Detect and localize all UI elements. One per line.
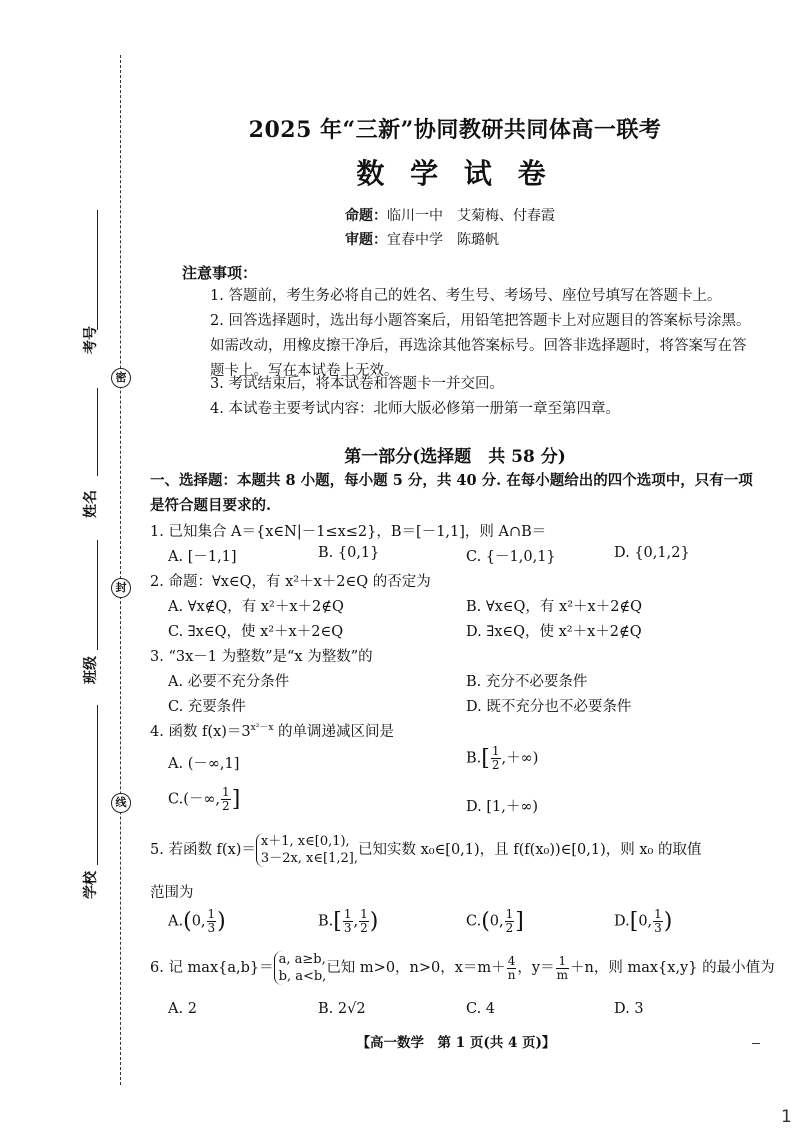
q2-option-a: A. ∀x∉Q，有 x²＋x＋2∉Q (168, 599, 344, 615)
piecewise-brace (274, 951, 327, 985)
q5-option-c (466, 908, 524, 935)
case-1: x＋1, x∈[0,1), (260, 834, 350, 849)
bracket: ( (183, 909, 192, 934)
page-number: 1 (781, 1107, 792, 1127)
bracket: [ (629, 909, 639, 934)
fraction (491, 745, 501, 772)
note-text: 2. 回答选择题时，选出每小题答案后，用铅笔把答题卡上对应题目的答案标号涂黑。如需改动，用橡皮擦干净后，再选涂其他答案标号。回答非选择题时，将答案写在答题卡上。写在本试卷上无效。 (210, 313, 751, 379)
numerator: 1 (360, 907, 368, 921)
reviewer-label: 审题： (345, 232, 387, 248)
numerator: 1 (505, 907, 514, 921)
q3-option-a: A. 必要不充分条件 (168, 674, 290, 690)
denominator: 2 (505, 921, 514, 935)
bracket: ) (217, 909, 226, 934)
option-letter: C. (168, 791, 184, 808)
question-5-stem-cont: 范围为 (150, 885, 194, 901)
q6-stem-text: ＋n，则 max{x,y} 的最小值为 (570, 960, 775, 976)
option-letter: C. (466, 913, 482, 930)
question-6-stem (150, 951, 775, 985)
denominator: m (556, 967, 569, 982)
q5-option-a (168, 908, 226, 935)
q1-option-a: A. [－1,1] (168, 549, 237, 565)
piecewise-brace (256, 833, 358, 867)
question-5-stem (150, 833, 762, 867)
q5-option-b: B.[ $\frac{1}{3}$ , $\frac{1}{2}$ ) (318, 907, 379, 935)
q2-option-c: C. ∃x∈Q，使 x²＋x＋2∈Q (168, 624, 344, 640)
q6-option-c: C. 4 (466, 1001, 496, 1017)
denominator: 3 (343, 921, 352, 935)
binding-margin (0, 0, 150, 1133)
note-item (182, 397, 757, 422)
note-item (182, 284, 757, 309)
reviewer: 宜春中学 陈璐帆 (387, 232, 499, 248)
bracket: ] (515, 909, 524, 934)
note-item (182, 372, 757, 397)
corner-mark (752, 1043, 760, 1044)
bracket: ] (231, 787, 241, 812)
denominator: 3 (654, 921, 662, 935)
question-3-stem: 3. “3x－1 为整数”是“x 为整数”的 (150, 649, 373, 665)
case-2: 3－2x, x∈[1,2], (260, 851, 358, 866)
q4-option-d: D. [1,＋∞) (466, 799, 539, 815)
note-text: 3. 考试结束后，将本试卷和答题卡一并交回。 (210, 376, 504, 392)
class-line (97, 540, 98, 650)
option-text: 0, (489, 913, 504, 930)
seal-xian: 线 (111, 793, 131, 813)
option-text: 0, (191, 913, 206, 930)
section-instructions: 一、选择题：本题共 8 小题，每小题 5 分，共 40 分. 在每小题给出的四个选项中，只有一项是符合题目要求的. (150, 472, 753, 514)
option-text: (－∞, (183, 791, 221, 808)
class-label: 班级 (83, 656, 99, 684)
numerator: 1 (556, 955, 569, 969)
note-text: 4. 本试卷主要考试内容：北师大版必修第一册第一章至第四章。 (210, 401, 620, 417)
fraction (221, 786, 231, 813)
q5-stem-text: 5. 若函数 f(x)＝ (150, 842, 256, 858)
q4-exponent: x²－x (250, 723, 274, 734)
bracket: ) (369, 909, 379, 934)
fraction (343, 908, 353, 935)
denominator: 2 (491, 758, 500, 772)
q1-option-b: B. {0,1} (318, 545, 380, 561)
q6-stem-text: ，y＝ (517, 960, 555, 976)
numerator: 1 (491, 744, 500, 758)
reviewer-line (345, 229, 499, 249)
denominator: 2 (222, 799, 230, 813)
cut-line (120, 55, 121, 1085)
exam-subtitle: 数 学 试 卷 (356, 157, 554, 190)
option-letter: A. (168, 913, 184, 930)
q4-stem-text: 4. 函数 f(x)＝3 (150, 724, 251, 740)
fraction (505, 908, 515, 935)
exam-title: 2025 年“三新”协同教研共同体高一联考 (248, 117, 662, 143)
q4-stem-text: 的单调递减区间是 (273, 724, 395, 740)
part-title: 第一部分(选择题 共 58 分) (344, 447, 566, 467)
q4-option-b (466, 745, 538, 772)
q4-option-c (168, 786, 240, 813)
option-text: ,＋∞) (501, 750, 539, 767)
exam-number-label: 考号 (83, 326, 99, 354)
q1-option-d: D. {0,1,2} (614, 545, 690, 561)
fraction (207, 908, 217, 935)
name-label: 姓名 (83, 490, 99, 518)
q6-stem-text: 6. 记 max{a,b}＝ (150, 960, 274, 976)
denominator: 3 (207, 921, 216, 935)
note-text: 1. 答题前，考生务必将自己的姓名、考生号、考场号、座位号填写在答题卡上。 (210, 288, 722, 304)
option-letter: B. (466, 750, 482, 767)
fraction (556, 955, 569, 982)
denominator: 2 (360, 921, 368, 935)
setter-line (345, 205, 555, 225)
bracket: [ (481, 746, 490, 771)
denominator: n (507, 967, 516, 982)
question-1-stem: 1. 已知集合 A＝{x∈N|－1≤x≤2}，B＝[－1,1]，则 A∩B＝ (150, 524, 547, 540)
q1-option-c: C. {－1,0,1} (466, 549, 556, 565)
q5-option-d (614, 908, 672, 935)
fraction (359, 908, 369, 935)
q2-option-d: D. ∃x∈Q，使 x²＋x＋2∉Q (466, 624, 642, 640)
numerator: 1 (343, 907, 352, 921)
question-2-stem: 2. 命题：∀x∈Q，有 x²＋x＋2∈Q 的否定为 (150, 574, 431, 590)
fraction (653, 908, 663, 935)
numerator: 1 (207, 907, 216, 921)
q3-option-b: B. 充分不必要条件 (466, 674, 588, 690)
option-text: 0, (638, 913, 653, 930)
exam-number-line (97, 210, 98, 330)
q6-option-d: D. 3 (614, 1001, 644, 1017)
q4-option-a: A. (－∞,1] (168, 756, 240, 772)
name-line (97, 388, 98, 476)
q3-option-c: C. 充要条件 (168, 699, 246, 715)
numerator: 4 (507, 953, 516, 968)
fraction (507, 955, 517, 982)
question-4-stem (150, 720, 762, 741)
school-line (97, 705, 98, 865)
case-1: a, a≥b, (278, 952, 326, 967)
case-2: b, a<b, (278, 969, 327, 984)
q6-option-a: A. 2 (168, 1001, 197, 1017)
numerator: 1 (222, 785, 230, 799)
option-letter: D. (614, 913, 630, 930)
setter: 临川一中 艾菊梅、付春霞 (387, 208, 555, 224)
seal-mi: 密 (111, 368, 131, 388)
setter-label: 命题： (345, 208, 387, 224)
q3-option-d: D. 既不充分也不必要条件 (466, 699, 632, 715)
bracket: [ (333, 909, 342, 934)
page-footer: 【高一数学 第 1 页(共 4 页)】 (356, 1035, 556, 1051)
notes-title: 注意事项： (182, 264, 258, 282)
numerator: 1 (654, 907, 662, 921)
q6-stem-text: 已知 m>0，n>0，x＝m＋ (326, 960, 506, 976)
bracket: ( (481, 909, 490, 934)
seal-feng: 封 (111, 578, 131, 598)
q6-option-b: B. 2√2 (318, 1001, 366, 1017)
bracket: ) (663, 909, 673, 934)
school-label: 学校 (83, 871, 99, 899)
option-letter: B. (318, 913, 334, 930)
q2-option-b: B. ∀x∈Q，有 x²＋x＋2∉Q (466, 599, 643, 615)
q5-stem-text: 已知实数 x₀∈[0,1)，且 f(f(x₀))∈[0,1)，则 x₀ 的取值 (357, 842, 702, 858)
